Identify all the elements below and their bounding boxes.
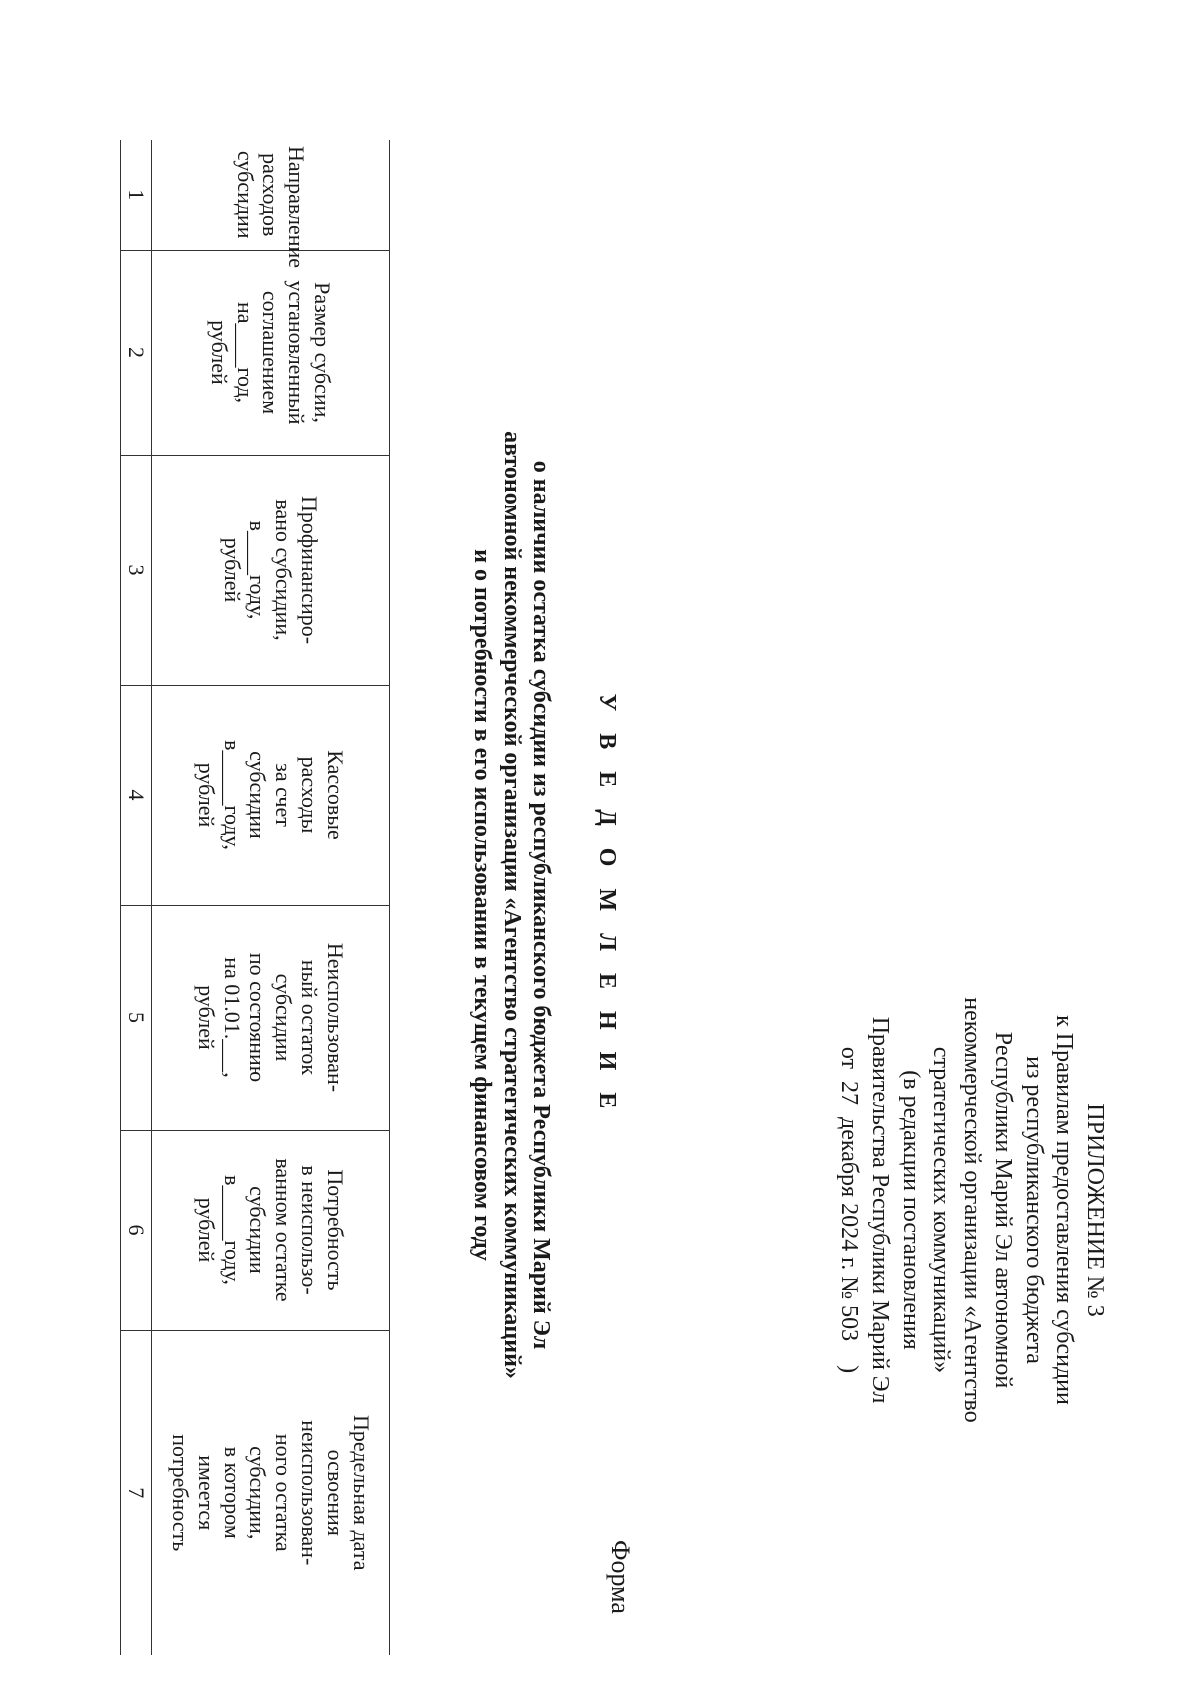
appendix-line: ПРИЛОЖЕНИЕ № 3 xyxy=(1082,1103,1108,1317)
column-number: 2 xyxy=(121,250,152,455)
header-cell-need: Потребность в неиспользо- ванном остатке субсидии в_____году, рублей xyxy=(152,1130,390,1330)
subtitle-line: и о потребности в его использовании в текущем финансовом году xyxy=(469,549,496,1261)
column-number: 3 xyxy=(121,455,152,685)
subtitle-line: о наличии остатка субсидии из республиканского бюджета Республики Марий Эл xyxy=(528,460,554,1350)
header-cell-expense-direction: Направление расходов субсидии xyxy=(152,140,390,250)
header-cell-subsidy-amount: Размер субсии, установленный соглашением на____год, рублей xyxy=(152,250,390,455)
appendix-line: стратегических коммуникаций» xyxy=(928,1046,955,1374)
title-block xyxy=(467,290,620,1520)
header-cell-financed: Профинансиро- вано субсидии, в____году, рублей xyxy=(152,455,390,685)
header-cell-cash-expenses: Кассовые расходы за счет субсидии в_____году, рублей xyxy=(152,685,390,905)
column-number: 6 xyxy=(121,1130,152,1330)
column-number: 7 xyxy=(121,1330,152,1655)
header-cell-unused-balance: Неиспользован- ный остаток субсидии по состоянию на 01.01.___, рублей xyxy=(152,905,390,1130)
column-number: 1 xyxy=(121,140,152,250)
appendix-line: (в редакции постановления xyxy=(897,1070,924,1350)
subtitle-line: автономной некоммерческой организации «Агентство стратегических коммуникаций» xyxy=(498,431,525,1379)
document-subtitle xyxy=(467,290,555,1520)
header-cell-deadline: Предельная дата освоения неиспользован- ного остатка субсидии, в котором имеется потребность xyxy=(152,1330,390,1655)
appendix-line: к Правилам предоставления субсидии xyxy=(1051,1015,1078,1405)
appendix-line: некоммерческой организации «Агентство xyxy=(959,997,986,1423)
appendix-signature-line: от 27 декабря 2024 г. № 503 ) xyxy=(836,1046,863,1374)
table-header-row xyxy=(152,140,390,1655)
appendix-line: Республики Марий Эл автономной xyxy=(989,1031,1016,1389)
form-label: Форма xyxy=(606,1540,635,1614)
column-number: 5 xyxy=(121,905,152,1130)
column-number: 4 xyxy=(121,685,152,905)
document-title: У В Е Д О М Л Е Н И Е xyxy=(594,693,620,1117)
appendix-line: Правительства Республики Марий Эл xyxy=(866,1016,893,1404)
notification-table xyxy=(120,140,390,1655)
appendix-block xyxy=(834,960,1110,1460)
table-number-row xyxy=(121,140,152,1655)
appendix-line: из республиканского бюджета xyxy=(1020,1056,1047,1364)
